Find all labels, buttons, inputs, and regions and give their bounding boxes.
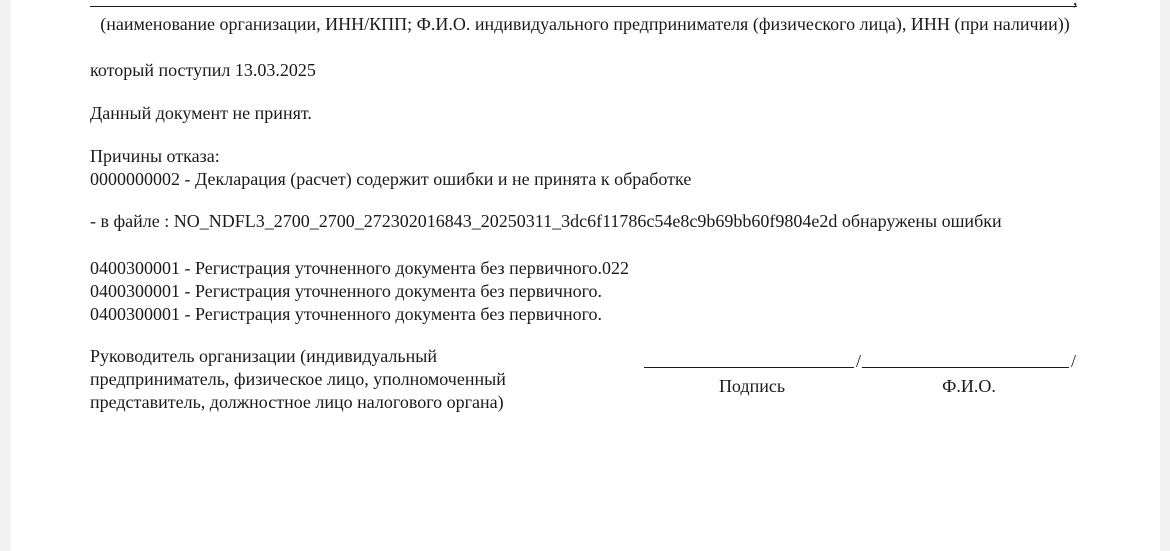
- full-name-separator: /: [1071, 351, 1077, 371]
- received-date-line: который поступил 13.03.2025: [90, 60, 316, 80]
- error-line: 0400300001 - Регистрация уточненного документа без первичного.: [90, 304, 603, 324]
- organization-caption: (наименование организации, ИНН/КПП; Ф.И.О. индивидуального предпринимателя (физического лица), ИНН (при наличии)): [100, 14, 1070, 34]
- signature-line: [644, 367, 854, 368]
- organization-underline: [90, 6, 1077, 7]
- error-line: 0400300001 - Регистрация уточненного документа без первичного.022: [90, 258, 630, 278]
- signer-description: Руководитель организации (индивидуальный предприниматель, физическое лицо, уполномоченный представитель, должностное лицо налогового органа): [90, 346, 506, 412]
- error-line: 0400300001 - Регистрация уточненного документа без первичного.: [90, 281, 603, 301]
- document-page: [11, 0, 1160, 551]
- rejection-reason: 0000000002 - Декларация (расчет) содержит ошибки и не принята к обработке: [90, 169, 692, 189]
- organization-line-comma: [1073, 0, 1078, 11]
- rejection-reasons-title: Причины отказа:: [90, 146, 220, 166]
- file-errors-line: - в файле : NO_NDFL3_2700_2700_272302016843_20250311_3dc6f11786c54e8c9b69bb60f9804e2d обнаружены ошибки: [90, 211, 1002, 231]
- signature-separator: /: [856, 351, 862, 371]
- full-name-label: Ф.И.О.: [942, 376, 996, 396]
- document-status: Данный документ не принят.: [90, 103, 312, 123]
- full-name-line: [862, 367, 1069, 368]
- signature-label: Подпись: [718, 376, 786, 396]
